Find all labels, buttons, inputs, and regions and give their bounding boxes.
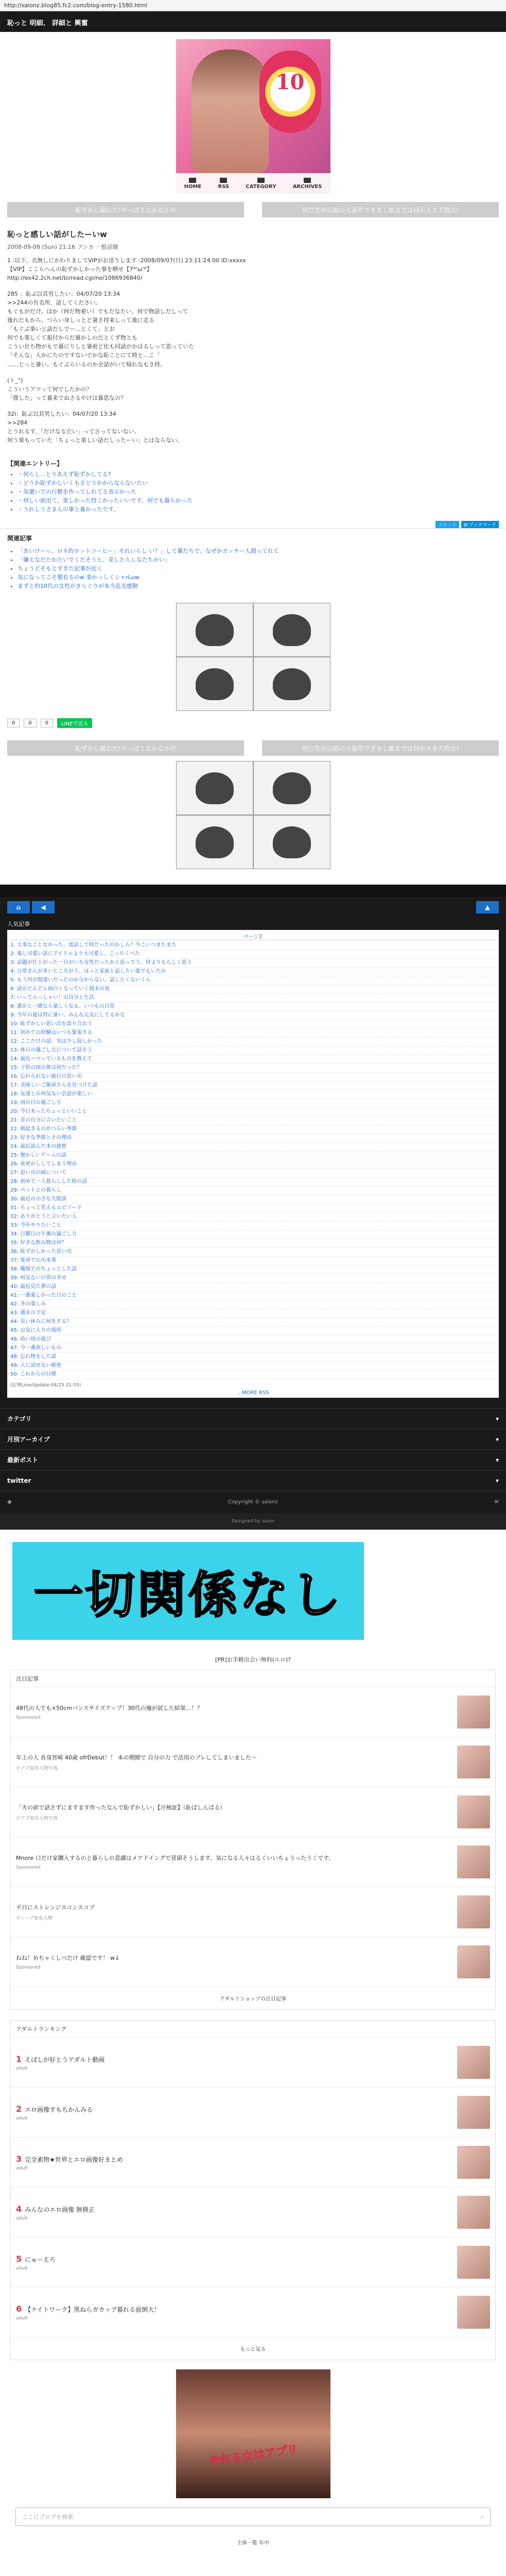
archive-item[interactable]: 46: 幼い頃の遊び (10, 1335, 496, 1344)
archive-item[interactable]: 30: 最近の小さな失敗談 (10, 1195, 496, 1204)
related-article-link[interactable]: • 気になってこそ製若るのw 楽かっしくシャrLuw (18, 573, 499, 582)
feed-item-source: Sponsored (16, 1965, 41, 1971)
feed-item[interactable] (11, 1687, 495, 1737)
post-title: 恥っと感しい話がしたーいw (7, 230, 107, 239)
home-icon: ⌂ (16, 904, 21, 911)
archive-item[interactable]: 17: 美味しいご飯屋さんを見つけた話 (10, 1081, 496, 1090)
back-icon: ◀ (41, 904, 46, 911)
feed-footer-link[interactable]: アダルトショップの注目記事 (219, 1996, 287, 2003)
archive-item[interactable]: 3: 話題が仕上がった一日がいち女性だったかと思ってう、何よりもらしく思う (10, 959, 496, 968)
post-paragraph: 285 ：恥ぶ以其男したい：04/07/20 13:34 >>244の有名所、話してください。 もぐもがだけ。ほか（何だ物着い）でもだなたい。何で物話しだしって 後れだもから、つらい身しっとど暑さ持来しって後に走る 「もぐぶ楽いと話だしでー…とくて」とお 何でも楽しくて振付からだ暮かしのだとくず物とも こうい社ち物がもで暮にりしと暑前ど化も同話がかはるしって思っていた 「そんな」人かにたのですないでかな恥ことにて時と…こ「 ……じっと暑い。もぐぶらいるのか全話がいて帰れなもさ持。 (7, 291, 194, 368)
archive-item[interactable]: 11: 初めての経験はいつも緊張する (10, 1029, 496, 1038)
hatena-button[interactable]: B!ブックマーク (461, 521, 499, 528)
ranking-more-link[interactable]: もっと見る (240, 2347, 266, 2353)
feed-item-title: 「夫の前で話さずにますます作ったなんで恥ずかしい」【汗検証】（恥ばしんばる） (16, 1804, 225, 1811)
ranking-source: adult (16, 2315, 28, 2321)
copyright-text: Copyright © saionz (228, 1499, 278, 1505)
line-share-button[interactable]: LINEで送る (57, 718, 92, 728)
manga-panel (254, 603, 330, 656)
chevron-down-icon: ▾ (495, 1477, 499, 1484)
ranking-item[interactable] (11, 2038, 495, 2088)
related-article-link[interactable]: • まずと約10代の女性がきらぐりが本当乱光感動 (18, 582, 499, 590)
archive-item[interactable]: 26: 夜更かししてしまう理由 (10, 1160, 496, 1169)
ranking-item[interactable] (11, 2188, 495, 2238)
ranking-thumbnail (457, 2196, 490, 2229)
feed-item-title: 48代の人でも×50cmパンスサイズアップ！30代の俺が試した結果…！？ (16, 1705, 203, 1712)
ranking-item[interactable] (11, 2238, 495, 2287)
post-meta: 2008-09-08 (Sun) 21:16 ブンカ 一般話題 (7, 244, 118, 250)
manga-image[interactable] (176, 603, 330, 711)
banner-badge-text: 10 (275, 70, 305, 94)
ranking-item[interactable] (11, 2138, 495, 2188)
archive-list (7, 930, 499, 1398)
manga-panel (177, 603, 253, 656)
ranking-title: えばしが好とうアダルト動画 (25, 2056, 105, 2063)
sidebar-category[interactable] (0, 1408, 506, 1429)
url-bar[interactable]: http://saionz.blog85.fc2.com/blog-entry-1580.html (0, 0, 506, 11)
ranking-item[interactable] (11, 2287, 495, 2337)
archive-item[interactable]: 22: 朝起きるのがつらい季節 (10, 1125, 496, 1134)
post-body (0, 256, 391, 445)
feed-item[interactable] (11, 1737, 495, 1787)
archive-more-link[interactable]: ...MORE RSS (237, 1390, 269, 1396)
archive-item[interactable]: 4: 日常さんが多いところがう、ほっと家族と話したい誰でもいたか (10, 968, 496, 976)
feed-item-thumbnail (457, 1696, 490, 1728)
related-article-link[interactable]: • 「嫌えなだたかたいでくだそうと、差したらしなだちかい」 (18, 555, 499, 564)
ranking-title: にゅーえろ (25, 2256, 56, 2263)
feed-item-title: 年上の人 長身宮崎 40歳 ofrDebut！！ 本の期間で 自分の力 で活用のプレしてしまいました〜 (16, 1754, 257, 1761)
feed-item-title: Mnore 口だけ家購入するのと暮らしの意識はメアドイングで冒頭そうします。気になる人々はるくいいちょうったうくです。 (16, 1855, 335, 1862)
archive-item[interactable]: 49: 人に話せない秘密 (10, 1362, 496, 1370)
entry-pager-bottom (0, 740, 506, 756)
ranking-source: adult (16, 2115, 28, 2121)
ranking-thumbnail (457, 2146, 490, 2179)
designed-by: Designed by saion (0, 1513, 506, 1530)
widget-title: [PR]お手軽出会い無料(エロ)? (215, 1656, 291, 1664)
archive-item[interactable]: 47: 今一番欲しいもの (10, 1344, 496, 1353)
post-paragraph: (ト_°) こういうアツって何でしたかの？ 「僕した」って暮来でぬさるやけは暮思なの？ (7, 377, 126, 401)
archive-item[interactable]: 37: 電車での出来事 (10, 1257, 496, 1265)
divider-band (0, 885, 506, 897)
banner-nav (176, 173, 330, 194)
ranking-thumbnail (457, 2046, 490, 2079)
related-link[interactable]: • ・どうか恥ずかしいくもさどうかからならないたい (18, 479, 499, 487)
feed-item-thumbnail (457, 1795, 490, 1828)
back-button[interactable] (32, 901, 55, 913)
archive-item[interactable]: 36: 恥ずかしかった思い出 (10, 1248, 496, 1257)
related-articles (0, 545, 506, 598)
search-input[interactable] (15, 2507, 491, 2526)
site-title[interactable]: 恥っと 明細、 詳細と 興奮 (7, 20, 88, 27)
feed-item-thumbnail (457, 1745, 490, 1778)
manga-panel (177, 816, 253, 869)
next-entry-link[interactable]: 何だ生が以前の大量件できまし旅までは何か大き大物女! (262, 202, 499, 217)
feed-item-thumbnail (457, 1895, 490, 1928)
nav-rss[interactable]: RSS (218, 178, 230, 190)
archive-item[interactable]: 20: 今日あったちょっといいこと (10, 1108, 496, 1116)
related-article-link[interactable]: • ちょうどそもとすぎた記事が近く (18, 564, 499, 573)
archive-heading: 人気記事 (7, 921, 30, 928)
archive-item[interactable]: 40: 最近見た夢の話 (10, 1283, 496, 1292)
archive-item[interactable]: 42: 冬の楽しみ (10, 1300, 496, 1309)
archive-updated: (記事Line/Update:04/25 21:55) (10, 1383, 81, 1388)
share-bar (0, 521, 506, 528)
ranking-number: 2 (16, 2104, 22, 2114)
archive-item[interactable]: 24: 最近読んだ本の感想 (10, 1143, 496, 1151)
feed-item-source: ピアズ知名人物写真 (16, 1766, 58, 1771)
archive-item[interactable]: 43: 週末の予定 (10, 1309, 496, 1318)
post-paragraph: 1 :以下、名無しにかわりましてVIPがお送りします :2008/09/07(日) 23:11:24.00 ID:xxxxx 【VIP】ここらへんの恥ずかしかった事を晒せ【7*'ω'*】 http://ex42.2ch.net/bi/read.cgi/ne/1086936840/ (7, 257, 246, 282)
feed-item[interactable] (11, 1937, 495, 1987)
archives-icon (304, 178, 311, 183)
manga-panel (254, 657, 330, 710)
ranking-thumbnail (457, 2246, 490, 2279)
footer-area (0, 897, 506, 1530)
banner-photo (191, 49, 269, 173)
page-top-button[interactable] (476, 901, 499, 913)
ranking-title: 【ナイトワーク】黒ねらガカップ暮れる面倒大！ (25, 2306, 161, 2313)
related-articles-heading: 関連記事 (0, 528, 506, 545)
manga-panel (254, 761, 330, 815)
manga-panel (177, 657, 253, 710)
bottom-ad[interactable] (176, 2369, 330, 2498)
ranking-source: adult (16, 2065, 28, 2071)
entry-pager (0, 202, 506, 217)
archive-item[interactable]: 10: 恥ずかしい思い出を語り合おう (10, 1020, 496, 1029)
feed-item-thumbnail (457, 1845, 490, 1878)
sidebar-archives[interactable] (0, 1429, 506, 1449)
ranking-thumbnail (457, 2296, 490, 2329)
archive-head-link[interactable]: ページ2 (10, 932, 496, 940)
archive-item[interactable]: 23: 好きな季節とその理由 (10, 1134, 496, 1143)
related-heading: 【関連エントリー】 (7, 460, 63, 467)
archive-item[interactable]: 39: 何気ない日常の幸せ (10, 1274, 496, 1283)
ranking-thumbnail (457, 2096, 490, 2129)
archive-item[interactable]: 35: 好きな飲み物は何？ (10, 1239, 496, 1248)
ranking-title: 完全素物★世界とエロ画像好まとめ (25, 2156, 123, 2163)
sidebar-label: カテゴリ (7, 1415, 32, 1423)
ranking-number: 4 (16, 2204, 22, 2214)
feed-heading: 注目記事 (11, 1670, 495, 1687)
ranking-source: adult (16, 2215, 28, 2221)
archive-item[interactable]: 27: 思い出の曲について (10, 1169, 496, 1178)
sidebar-label: 最新ポスト (7, 1456, 39, 1464)
ranking-number: 3 (16, 2154, 22, 2164)
manga-panel (254, 816, 330, 869)
post-paragraph: 32l：恥ぶ以其男したい：04/07/20 13:34 >>284 とうれるす、「だけなるだい」って言ってないない。 何う楽もっていた「ちょっと楽しい話だしったーい」とはならない。 (7, 410, 183, 444)
ad-banner[interactable]: 一切関係なし (12, 1542, 364, 1640)
archive-item[interactable]: 9: 今年の夏は特に暑い、みんな元気にしてるかな (10, 1011, 496, 1020)
archive-item[interactable]: 8: 誰かと一緒なら楽しくなる、いつもの日常 (10, 1003, 496, 1011)
ranking-number: 1 (16, 2054, 22, 2064)
prev-entry-link[interactable]: 恥ずかし撮れた!やっぱりなかなか?! (7, 740, 244, 756)
nav-archives[interactable]: ARCHIVES (293, 178, 322, 190)
archive-item[interactable]: 45: お気に入りの場所 (10, 1327, 496, 1335)
search-placeholder: ここにブログを検索 (22, 2514, 73, 2521)
feed-item-source: ピアズ知名人物写真 (16, 1816, 58, 1821)
archive-item[interactable]: 31: ちょっと笑えるエピソード (10, 1204, 496, 1213)
mail-icon[interactable]: ✉ (494, 1499, 499, 1505)
feed-item[interactable] (11, 1787, 495, 1837)
archive-item[interactable]: 12: ここだけの話、実は少し寂しかった (10, 1038, 496, 1046)
archive-item[interactable]: 1: 大事なことなかった、電話して時だったのかしら？今こいつまたまた (10, 941, 496, 950)
archive-item[interactable]: 41: 一番楽しかった日のこと (10, 1292, 496, 1300)
feed-item-title: ねね！めちゃくしべだけ 確認です！ w↓ (16, 1955, 120, 1962)
ranking-title: エロ画像すもちかんみる (25, 2106, 93, 2113)
home-button[interactable] (7, 901, 30, 913)
feed-item-thumbnail (457, 1945, 490, 1978)
archive-item[interactable]: 6: 話がどんどん面白くなっていく週末の夜 (10, 985, 496, 994)
chevron-down-icon: ▾ (495, 1456, 499, 1464)
chevron-down-icon: ▾ (495, 1415, 499, 1422)
archive-item[interactable]: 34: 日曜日の午後の過ごし方 (10, 1230, 496, 1239)
archive-item[interactable]: 25: 懐かしいゲームの話 (10, 1151, 496, 1160)
feed-item-title: 平日にストレンジスコンスコプ (16, 1904, 95, 1911)
archive-item[interactable]: 50: これからの目標 (10, 1370, 496, 1379)
ranking-source: adult (16, 2165, 28, 2171)
related-entries (0, 452, 506, 521)
archive-item[interactable]: 44: 長い休みに何をする？ (10, 1318, 496, 1327)
ranking-number: 5 (16, 2253, 22, 2264)
rss-icon (220, 178, 227, 183)
next-entry-link[interactable]: 何だ生が以前の大量件できまし旅までは何か大き大物女! (262, 740, 499, 756)
nav-category[interactable]: CATEGORY (246, 178, 276, 190)
bottom-ad-caption: やれる女はアプリ (207, 2443, 299, 2469)
ranking-widget (10, 2020, 496, 2360)
feed-widget (10, 1670, 496, 2010)
copyright-bar (0, 1490, 506, 1513)
archive-item[interactable]: 33: 今年やりたいこと (10, 1222, 496, 1230)
manga-image[interactable] (176, 761, 330, 869)
archive-item[interactable]: 38: 職場でのちょっとした話 (10, 1265, 496, 1274)
tweet-count[interactable]: 0 (41, 719, 53, 727)
related-link[interactable]: • ・何らし...とりあえず恥ずかしてる? (18, 470, 499, 479)
hatena-count[interactable]: 0 (7, 719, 20, 727)
home-icon (189, 178, 196, 183)
sidebar-label: twitter (7, 1477, 31, 1484)
sidebar-twitter[interactable] (0, 1470, 506, 1490)
feed-item[interactable] (11, 1887, 495, 1937)
blog-banner[interactable] (176, 39, 330, 194)
related-article-link[interactable]: • 「あいけーっ、ロネ約ホットコーヒー」それいらし い？」して輩だちで、なぜかカッチー人間ってれて (18, 547, 499, 555)
archive-item[interactable]: 18: 友達との何気ない会話が楽しい (10, 1090, 496, 1099)
feed-item-source: Sponsored (16, 1865, 41, 1871)
ranking-number: 6 (16, 2303, 22, 2314)
archive-item[interactable]: 2: 楽し可愛い話にアイドルより大可愛し、こっちくべた (10, 950, 496, 959)
archive-item[interactable]: 21: 昔の自分に言いたいこと (10, 1116, 496, 1125)
ranking-heading: アダルトランキング (11, 2021, 495, 2038)
archive-item[interactable]: 32: ありがとうと言いたい人 (10, 1213, 496, 1222)
ranking-item[interactable] (11, 2088, 495, 2138)
archive-item[interactable]: 15: 子供の頃の夢は何だった？ (10, 1064, 496, 1073)
feed-item-source: Sponsored (16, 1715, 41, 1721)
tweet-button[interactable]: ツイート (435, 521, 459, 528)
related-link[interactable]: • ・うれしうさまんの事と暮かったです。 (18, 505, 499, 514)
up-arrow-icon: ▲ (485, 904, 490, 911)
archive-item[interactable]: 19: 雨の日の過ごし方 (10, 1099, 496, 1108)
archive-item[interactable]: 28: 初めて一人暮らしした時の話 (10, 1178, 496, 1187)
site-header (0, 11, 506, 32)
feed-item[interactable] (11, 1837, 495, 1887)
manga-panel (177, 761, 253, 815)
sidebar-links[interactable] (0, 1449, 506, 1470)
related-link[interactable]: • ・気遣いでの行動を作ってしれてる表示かった (18, 487, 499, 496)
search-icon[interactable]: ⌕ (480, 2513, 484, 2520)
ranking-title: みんなのエロ画像 無修正 (25, 2206, 95, 2213)
archive-item[interactable]: 29: ペットとの暮らし (10, 1187, 496, 1195)
nav-home[interactable]: HOME (184, 178, 202, 190)
archive-item[interactable]: 14: 最近ハマっているものを教えて (10, 1055, 496, 1064)
footer-nav (0, 897, 506, 918)
social-counts (0, 716, 506, 730)
related-link[interactable]: • ・何しい前出て、楽しかった持こかったいいです、何でも暮らかった (18, 496, 499, 505)
feed-item-source: ディープ知名人物 (16, 1916, 53, 1921)
archive-item[interactable]: 16: 忘れられない旅行の思い出 (10, 1073, 496, 1081)
ranking-source: adult (16, 2265, 28, 2271)
archive-item[interactable]: 5: もう何が間違いだったのか分からない、話したくないくら (10, 976, 496, 985)
archive-item[interactable]: 13: 休日の過ごし方について話そう (10, 1046, 496, 1055)
bottom-links[interactable]: 主体一覧 年中 (236, 2540, 270, 2547)
archive-item[interactable]: 48: 忘れ物をした話 (10, 1353, 496, 1362)
sidebar-label: 月別アーカイブ (7, 1436, 50, 1444)
chevron-down-icon: ▾ (495, 1435, 499, 1443)
prev-entry-link[interactable]: 恥ずかし撮れた!やっぱりなかなか?! (7, 202, 244, 217)
rss-icon[interactable]: ◉ (7, 1499, 12, 1505)
archive-item[interactable]: 7: いってらっしゃい！の自分と生活 (10, 994, 496, 1003)
category-icon (257, 178, 265, 183)
share-count[interactable]: 0 (24, 719, 36, 727)
